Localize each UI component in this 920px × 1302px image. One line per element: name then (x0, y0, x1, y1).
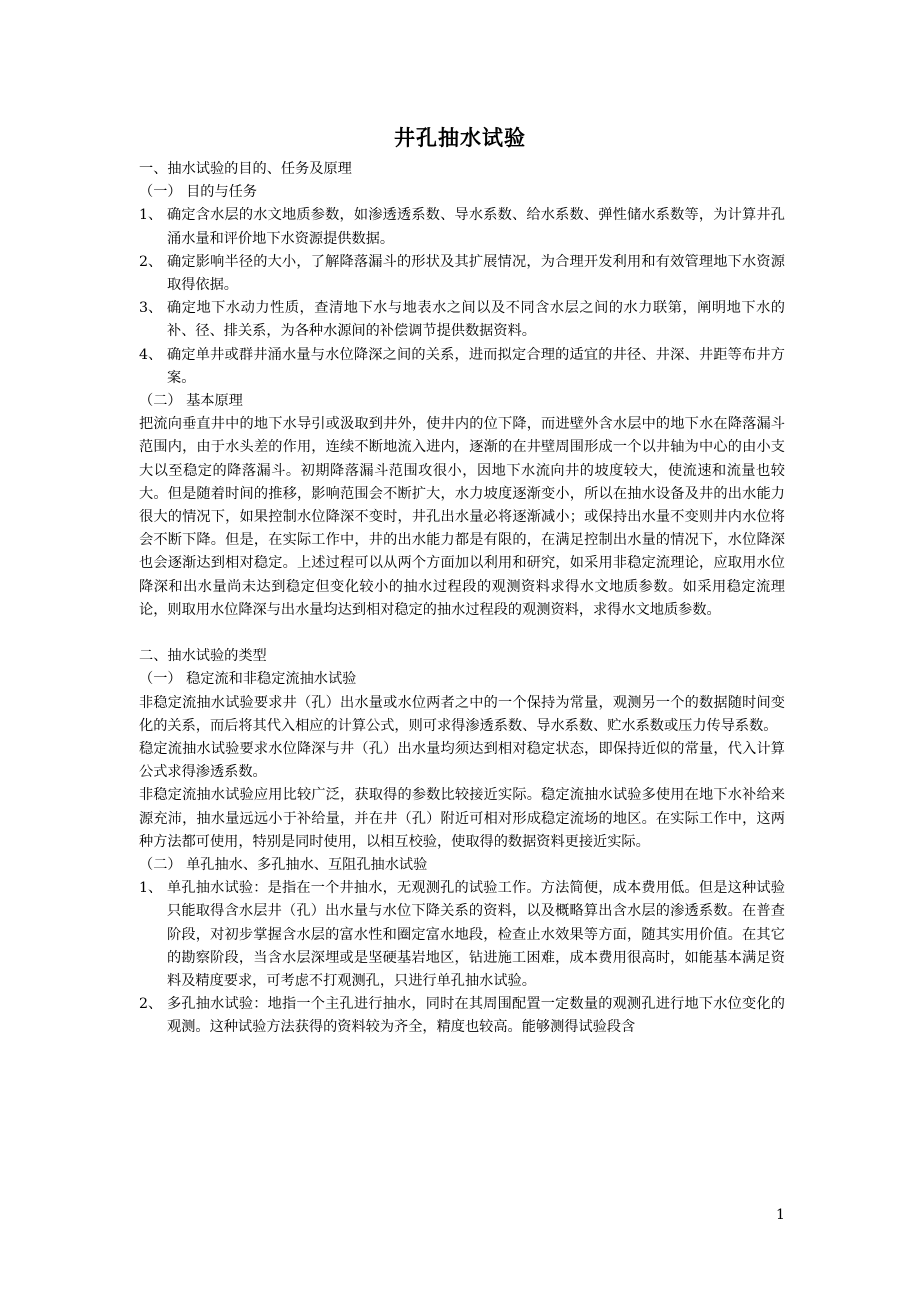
list-text: 确定单井或群井涌水量与水位降深之间的关系，进而拟定合理的适宜的井径、井深、井距等布井方案。 (167, 346, 785, 386)
section2-sub1: （一） 稳定流和非稳定流抽水试验 (139, 671, 357, 688)
section1-sub1: （一） 目的与任务 (139, 184, 258, 201)
section1-heading: 一、抽水试验的目的、任务及原理 (139, 161, 352, 177)
list-text: 多孔抽水试验：地指一个主孔进行抽水，同时在其周围配置一定数量的观测孔进行地下水位变化的观测。这种试验方法获得的资料较为齐全，精度也较高。能够测得试验段含 (167, 996, 785, 1036)
principle-paragraph: 把流向垂直井中的地下水导引或汲取到井外，使井内的位下降，而进壁外含水层中的地下水在降落漏斗范围内，由于水头差的作用，连续不断地流入进内，逐渐的在井壁周围形成一个以井轴为中心的由小支大以至稳定的降落漏斗。初期降落漏斗范围攻很小，因地下水流向井的坡度较大，使流速和流量也较大。但是随着时间的推移，影响范围会不断扩大，水力坡度逐渐变小，所以在抽水设备及井的出水能力很大的情况下，如果控制水位降深不变时，井孔出水量必将逐渐减小；或保持出水量不变则井内水位将会不断下降。但是，在实际工作中，井的出水能力都是有限的，在满足控制出水量的情况下，水位降深也会逐渐达到相对稳定。上述过程可以从两个方面加以利用和研究，如采用非稳定流理论，应取用水位降深和出水量尚未达到稳定但变化较小的抽水过程段的观测资料求得水文地质参数。如采用稳定流理论，则取用水位降深与出水量均达到相对稳定的抽水过程段的观测资料，求得水文地质参数。 (139, 416, 785, 618)
section2-sub2: （二） 单孔抽水、多孔抽水、互阻孔抽水试验 (139, 857, 428, 873)
paragraph: 非稳定流抽水试验应用比较广泛，获取得的参数比较接近实际。稳定流抽水试验多使用在地下水补给来源充沛，抽水量远远小于补给量，并在井（孔）附近可相对形成稳定流场的地区。在实际工作中，这两种方法都可使用，特别是同时使用，以相互校验，使取得的数据资料更接近实际。 (139, 787, 785, 850)
list-text: 确定影响半径的大小，了解降落漏斗的形状及其扩展情况，为合理开发利用和有效管理地下水资源取得依据。 (167, 253, 785, 293)
list-item (139, 204, 785, 250)
section2-heading: 二、抽水试验的类型 (139, 648, 267, 665)
document-body (139, 158, 785, 1040)
list-item (139, 344, 785, 390)
list-number: 3、 (139, 300, 163, 317)
list-number: 1、 (139, 880, 163, 897)
document-title: 井孔抽水试验 (394, 126, 526, 150)
list-text: 确定含水层的水文地质参数，如渗透透系数、导水系数、给水系数、弹性储水系数等，为计算井孔涌水量和评价地下水资源提供数据。 (167, 207, 785, 247)
list-number: 2、 (139, 253, 163, 270)
list-number: 4、 (139, 346, 163, 363)
list-item (139, 877, 785, 993)
blank-line (139, 622, 785, 645)
paragraph: 稳定流抽水试验要求水位降深与井（孔）出水量均须达到相对稳定状态，即保持近似的常量，代入计算公式求得渗透系数。 (139, 740, 785, 781)
paragraph: 非稳定流抽水试验要求井（孔）出水量或水位两者之中的一个保持为常量，观测另一个的数据随时间变化的关系，而后将其代入相应的计算公式，则可求得渗透系数、导水系数、贮水系数或压力传导系数。 (139, 694, 785, 734)
section1-sub2: （二） 基本原理 (139, 393, 243, 409)
list-item (139, 993, 785, 1039)
list-item (139, 297, 785, 343)
list-number: 1、 (139, 207, 163, 224)
list-number: 2、 (139, 996, 163, 1013)
list-text: 单孔抽水试验：是指在一个井抽水，无观测孔的试验工作。方法简便，成本费用低。但是这种试验只能取得含水层井（孔）出水量与水位下降关系的资料，以及概略算出含水层的渗透系数。在普查阶段，对初步掌握含水层的富水性和圈定富水地段，检查止水效果等方面，随其实用价值。在其它的勘察阶段，当含水层深埋或是坚硬基岩地区，钻进施工困难，成本费用很高时，如能基本满足资料及精度要求，可考虑不打观测孔，只进行单孔抽水试验。 (167, 880, 785, 989)
page-number: 1 (776, 1207, 785, 1223)
list-item (139, 251, 785, 297)
list-text: 确定地下水动力性质，查清地下水与地表水之间以及不同含水层之间的水力联第，阐明地下水的补、径、排关系，为各种水源间的补偿调节提供数据资料。 (167, 300, 785, 340)
